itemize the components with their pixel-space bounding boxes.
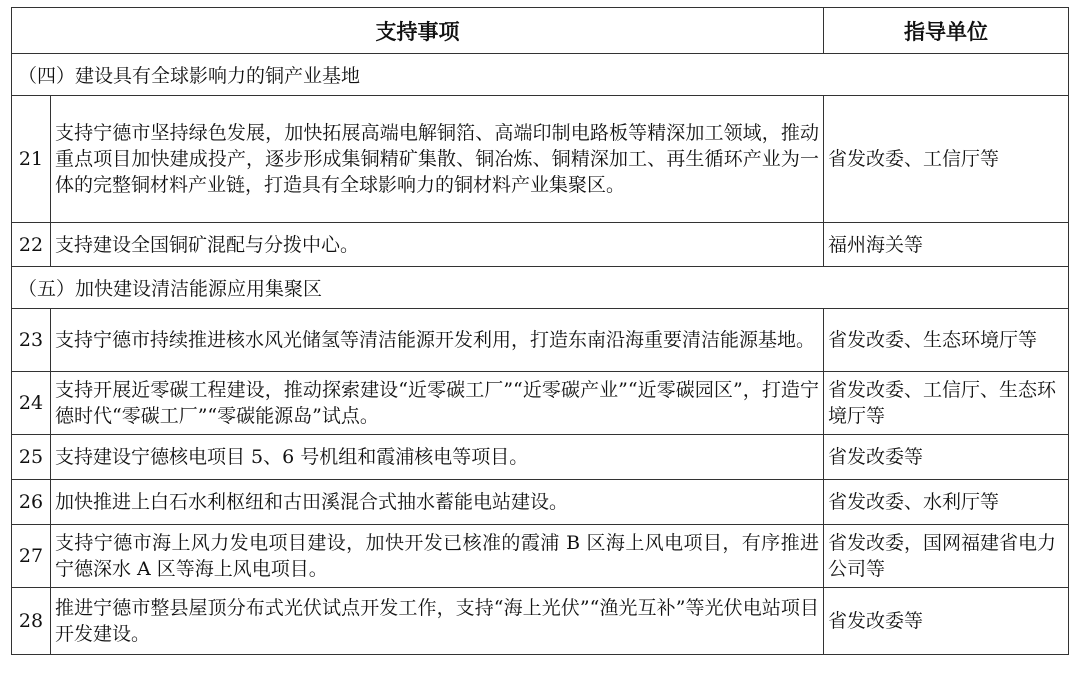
row-item-text: 支持宁德市持续推进核水风光储氢等清洁能源开发利用，打造东南沿海重要清洁能源基地。 [51,309,824,372]
row-guiding-unit: 福州海关等 [824,223,1069,267]
row-item-text: 支持宁德市海上风力发电项目建设，加快开发已核准的霞浦 B 区海上风电项目，有序推进宁德深水 A 区等海上风电项目。 [51,525,824,588]
section-title: （五）加快建设清洁能源应用集聚区 [12,267,1069,309]
table-row [12,480,1069,525]
table-row [12,372,1069,435]
row-guiding-unit: 省发改委、生态环境厅等 [824,309,1069,372]
header-support-items: 支持事项 [12,8,824,54]
section-row [12,267,1069,309]
row-number: 27 [12,525,51,588]
row-guiding-unit: 省发改委、水利厅等 [824,480,1069,525]
row-item-text: 支持建设宁德核电项目 5、6 号机组和霞浦核电等项目。 [51,435,824,480]
section-title: （四）建设具有全球影响力的铜产业基地 [12,54,1069,96]
table-row [12,223,1069,267]
table-row [12,96,1069,223]
table-row [12,525,1069,588]
row-item-text: 推进宁德市整县屋顶分布式光伏试点开发工作，支持“海上光伏”“渔光互补”等光伏电站项目开发建设。 [51,588,824,655]
row-number: 26 [12,480,51,525]
table-row [12,435,1069,480]
table-header-row [12,8,1069,54]
table-row [12,309,1069,372]
row-guiding-unit: 省发改委，国网福建省电力公司等 [824,525,1069,588]
header-guiding-unit: 指导单位 [824,8,1069,54]
row-number: 21 [12,96,51,223]
row-item-text: 支持建设全国铜矿混配与分拨中心。 [51,223,824,267]
row-guiding-unit: 省发改委、工信厅等 [824,96,1069,223]
row-item-text: 加快推进上白石水利枢纽和古田溪混合式抽水蓄能电站建设。 [51,480,824,525]
row-item-text: 支持开展近零碳工程建设，推动探索建设“近零碳工厂”“近零碳产业”“近零碳园区”，打造宁德时代“零碳工厂”“零碳能源岛”试点。 [51,372,824,435]
table-row [12,588,1069,655]
row-item-text: 支持宁德市坚持绿色发展，加快拓展高端电解铜箔、高端印制电路板等精深加工领域，推动重点项目加快建成投产，逐步形成集铜精矿集散、铜冶炼、铜精深加工、再生循环产业为一体的完整铜材料产业链，打造具有全球影响力的铜材料产业集聚区。 [51,96,824,223]
row-number: 23 [12,309,51,372]
row-guiding-unit: 省发改委、工信厅、生态环境厅等 [824,372,1069,435]
section-row [12,54,1069,96]
row-number: 28 [12,588,51,655]
support-items-table [11,7,1069,655]
row-number: 25 [12,435,51,480]
row-guiding-unit: 省发改委等 [824,435,1069,480]
row-number: 22 [12,223,51,267]
row-number: 24 [12,372,51,435]
row-guiding-unit: 省发改委等 [824,588,1069,655]
